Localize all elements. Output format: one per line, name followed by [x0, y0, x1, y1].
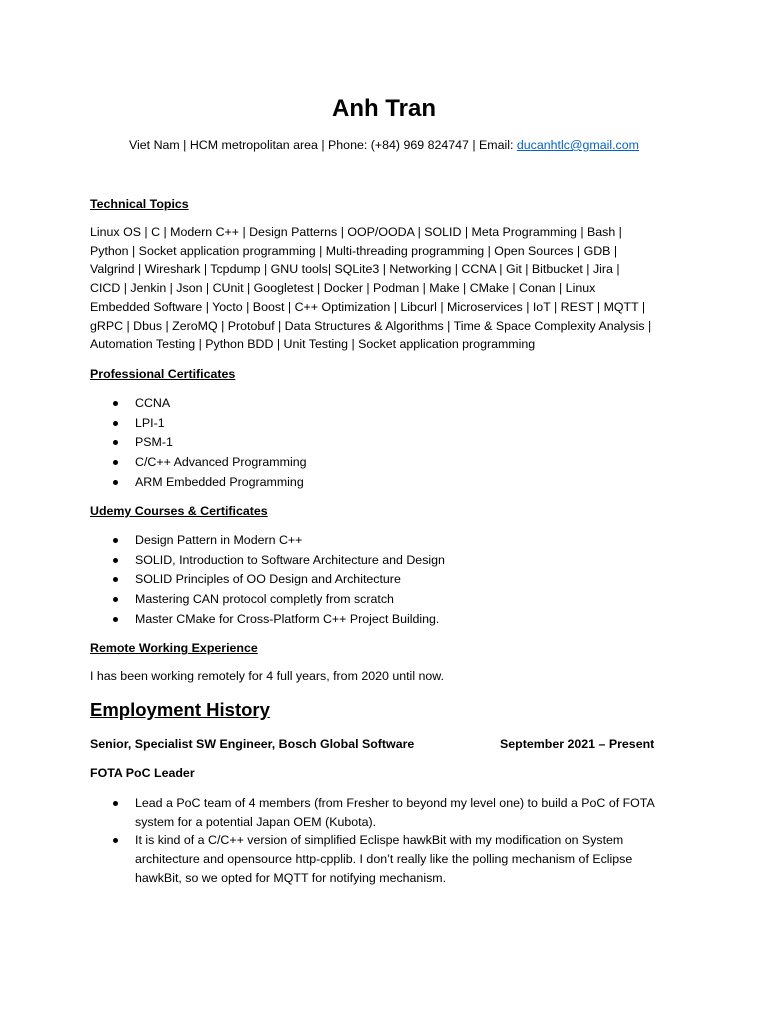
bullet-icon — [113, 617, 118, 622]
technical-topics-line: Embedded Software | Yocto | Boost | C++ Optimization | Libcurl | Microservices | IoT | REST | MQTT | — [90, 299, 646, 314]
email-link[interactable]: ducanhtlc@gmail.com — [516, 138, 639, 152]
bullet-icon — [113, 838, 118, 843]
list-item-text: Mastering CAN protocol completly from scratch — [135, 592, 394, 607]
list-item — [90, 831, 655, 887]
list-item-text: Design Pattern in Modern C++ — [135, 533, 303, 547]
bullet-icon — [113, 480, 118, 485]
list-item-line: architecture and opensource http-cpplib. I don’t really like the polling mechanism of Eclipse — [135, 852, 633, 867]
bullet-icon — [113, 597, 118, 602]
remote-working-text — [90, 667, 680, 686]
bullet-icon — [113, 440, 118, 445]
list-item-text: ARM Embedded Programming — [135, 474, 304, 489]
professional-certificates-heading: Professional Certificates — [90, 367, 236, 381]
technical-topics-line: Linux OS | C | Modern C++ | Design Patterns | OOP/OODA | SOLID | Meta Programming | Bash | — [90, 225, 622, 239]
job-title: Senior, Specialist SW Engineer, Bosch Global Software — [90, 737, 415, 751]
list-item-text: Master CMake for Cross-Platform C++ Project Building. — [135, 611, 440, 626]
list-item — [90, 551, 445, 571]
list-item-line: system for a potential Japan OEM (Kubota). — [135, 814, 377, 829]
employment-history-heading: Employment History — [90, 699, 270, 720]
list-item — [90, 414, 307, 434]
bullet-icon — [113, 538, 118, 543]
list-item-text: LPI-1 — [135, 415, 165, 430]
technical-topics-line: Valgrind | Wireshark | Tcpdump | GNU tools| SQLite3 | Networking | CCNA | Git | Bitbucket | Jira | — [90, 262, 620, 277]
bullet-icon — [113, 558, 118, 563]
list-item-line: hawkBit, so we opted for MQTT for notifying mechanism. — [135, 870, 447, 885]
bullet-icon — [113, 421, 118, 426]
technical-topics-heading: Technical Topics — [90, 197, 189, 211]
udemy-courses-list — [90, 531, 445, 629]
list-item — [90, 531, 445, 551]
list-item — [90, 794, 655, 831]
bullet-icon — [113, 401, 118, 406]
list-item — [90, 570, 445, 590]
professional-certificates-list — [90, 394, 307, 492]
bullet-icon — [113, 460, 118, 465]
job-role: FOTA PoC Leader — [90, 766, 195, 780]
bullet-icon — [113, 801, 118, 806]
technical-topics-line: Automation Testing | Python BDD | Unit Testing | Socket application programming — [90, 337, 536, 352]
list-item-text: SOLID Principles of OO Design and Architecture — [135, 572, 401, 587]
list-item — [90, 453, 307, 473]
technical-topics-line: Python | Socket application programming | Multi-threading programming | Open Sources | GDB | — [90, 243, 618, 258]
list-item-text: PSM-1 — [135, 435, 173, 450]
list-item-text: CCNA — [135, 396, 171, 410]
bullet-icon — [113, 577, 118, 582]
list-item — [90, 473, 307, 493]
job-dates: September 2021 – Present — [500, 737, 655, 751]
technical-topics-line: gRPC | Dbus | ZeroMQ | Protobuf | Data Structures & Algorithms | Time & Space Complexity Analysis | — [90, 318, 652, 333]
list-item-line: Lead a PoC team of 4 members (from Fresher to beyond my level one) to build a PoC of FOTA — [135, 796, 655, 810]
list-item-text: SOLID, Introduction to Software Architecture and Design — [135, 552, 445, 567]
contact-line — [0, 137, 768, 153]
technical-topics-line: CICD | Jenkin | Json | CUnit | Googletest | Docker | Podman | Make | CMake | Conan | Linux — [90, 281, 596, 296]
list-item-text: C/C++ Advanced Programming — [135, 455, 307, 470]
list-item — [90, 590, 445, 610]
technical-topics-text — [90, 223, 680, 354]
remote-working-heading: Remote Working Experience — [90, 641, 258, 655]
contact-details: Viet Nam | HCM metropolitan area | Phone: (+84) 969 824747 | Email: — [129, 138, 517, 152]
list-item — [90, 394, 307, 414]
list-item — [90, 610, 445, 630]
remote-working-line: I has been working remotely for 4 full years, from 2020 until now. — [90, 669, 444, 683]
list-item — [90, 433, 307, 453]
udemy-courses-heading: Udemy Courses & Certificates — [90, 504, 268, 518]
list-item-line: It is kind of a C/C++ version of simplified Eclispe hawkBit with my modification on System — [135, 833, 624, 848]
job-responsibilities-list — [90, 794, 655, 888]
candidate-name: Anh Tran — [331, 95, 436, 122]
